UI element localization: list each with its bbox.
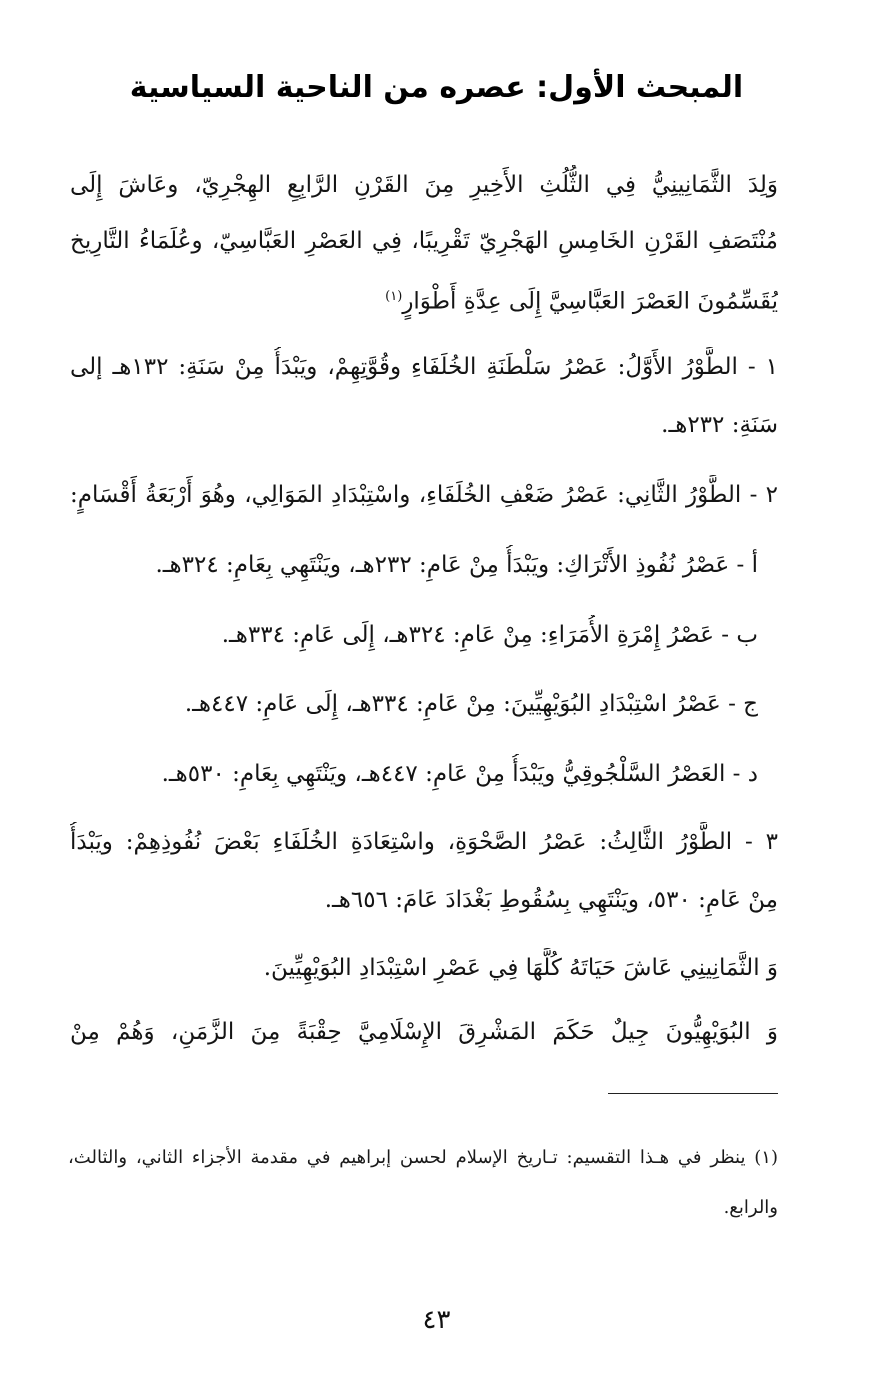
- paragraph-2: وَ الثَّمَانِينِي عَاشَ حَيَاتَهُ كُلَّهَا فِي عَصْرِ اسْتِبْدَادِ البُوَيْهِيِّينَ.: [263, 955, 778, 981]
- footnote-line-1: (١) ينظر في هـذا التقسيم: تـاريخ الإسلام لحسن إبراهيم في مقدمة الأجزاء الثاني، والثالث،: [68, 1147, 778, 1168]
- intro-line-3: [70, 277, 778, 322]
- footnote-line-2: والرابع.: [723, 1197, 778, 1218]
- paragraph-3-line-1: وَ البُوَيْهِيُّونَ جِيلٌ حَكَمَ المَشْرِقَ الإِسْلَامِيَّ حِقْبَةً مِنَ الزَّمَنِ، وَهُمْ مِنْ: [70, 1019, 778, 1045]
- era-3-line-2: مِنْ عَامِ: ٥٣٠، ويَنْتَهِي بِسُقُوطِ بَغْدَادَ عَامَ: ٦٥٦هـ.: [324, 887, 778, 913]
- era-1-line-2: سَنَةِ: ٢٣٢هـ.: [661, 412, 778, 438]
- section-title: المبحث الأول: عصره من الناحية السياسية: [129, 70, 744, 105]
- footnote-separator: [608, 1093, 778, 1094]
- intro-line-1: وَلِدَ الثَّمَانِينِيُّ فِي الثُّلُثِ الأَخِيرِ مِنَ القَرْنِ الرَّابِعِ الهِجْرِيّ، وعَاشَ إِلَى: [70, 172, 778, 198]
- page-number: ٤٣: [422, 1305, 451, 1335]
- intro-line-3-text: يُقَسِّمُونَ العَصْرَ العَبَّاسِيَّ إِلَى عِدَّةِ أَطْوَارٍ: [402, 288, 778, 315]
- era-3-line-1: ٣ - الطَّوْرُ الثَّالِثُ: عَصْرُ الصَّحْوَةِ، واسْتِعَادَةِ الخُلَفَاءِ بَعْضَ نُفُوذِهِمْ: ويَبْدَأُ: [70, 829, 778, 855]
- era-2-subperiod-a: أ - عَصْرُ نُفُوذِ الأَتْرَاكِ: ويَبْدَأُ مِنْ عَامِ: ٢٣٢هـ، ويَنْتَهِي بِعَامِ: ٣٢٤هـ.: [155, 552, 758, 578]
- era-2-subperiod-d: د - العَصْرُ السَّلْجُوقِيُّ ويَبْدَأُ مِنْ عَامِ: ٤٤٧هـ، ويَنْتَهِي بِعَامِ: ٥٣٠هـ.: [161, 761, 758, 787]
- era-2-subperiod-b: ب - عَصْرُ إِمْرَةِ الأُمَرَاءِ: مِنْ عَامِ: ٣٢٤هـ، إِلَى عَامِ: ٣٣٤هـ.: [221, 622, 758, 648]
- era-1-line-1: ١ - الطَّوْرُ الأَوَّلُ: عَصْرُ سَلْطَنَةِ الخُلَفَاءِ وقُوَّتِهِمْ، ويَبْدَأُ مِنْ سَنَةِ: ١٣٢هـ إلى: [70, 354, 778, 380]
- era-2-subperiod-c: ج - عَصْرُ اسْتِبْدَادِ البُوَيْهِيِّينَ: مِنْ عَامِ: ٣٣٤هـ، إِلَى عَامِ: ٤٤٧هـ.: [184, 691, 758, 717]
- intro-line-2: مُنْتَصَفِ القَرْنِ الخَامِسِ الهَجْرِيّ تَقْرِيبًا، فِي العَصْرِ العَبَّاسِيّ، وعُلَمَاءُ التَّارِيخ: [70, 228, 778, 254]
- era-2-line-1: ٢ - الطَّوْرُ الثَّانِي: عَصْرُ ضَعْفِ الخُلَفَاءِ، واسْتِبْدَادِ المَوَالِي، وهُوَ أَرْبَعَةُ أَقْسَامٍ:: [70, 482, 778, 508]
- footnote-reference: (١): [385, 289, 403, 304]
